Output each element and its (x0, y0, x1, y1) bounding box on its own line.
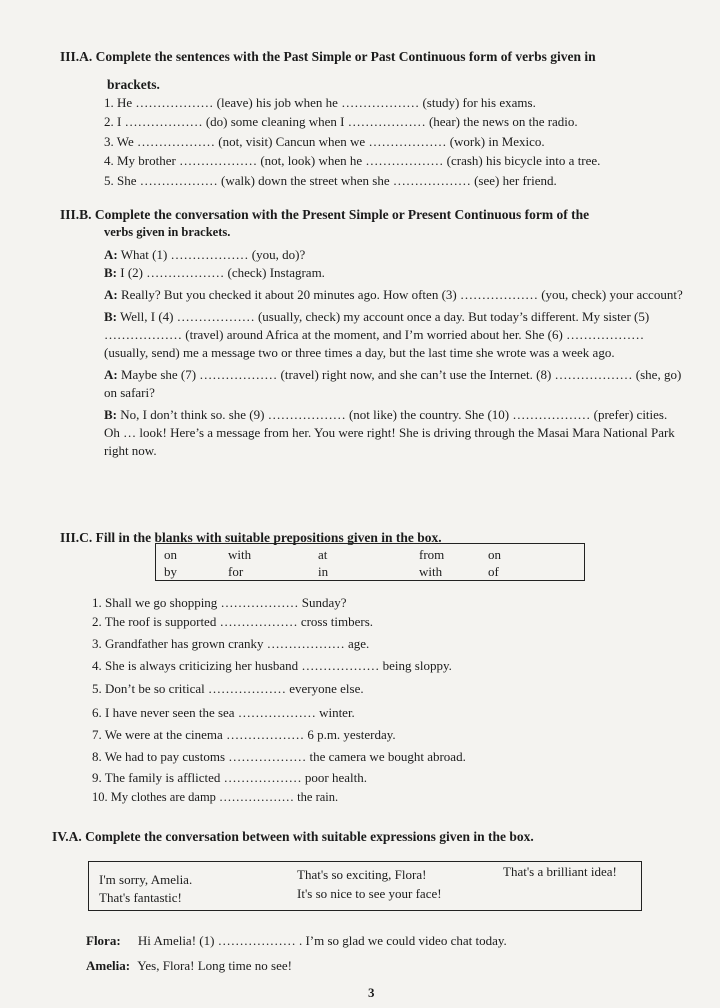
word-box-item: in (318, 564, 329, 579)
dialogue-line (86, 932, 507, 949)
speaker-label: B: (104, 309, 117, 324)
section-3c-title: III.C. Fill in the blanks with suitable prepositions given in the box. (60, 530, 442, 545)
exercise-item: 6. I have never seen the sea ……………… winter. (92, 705, 355, 720)
dialogue-line (104, 246, 686, 264)
word-box-item: I'm sorry, Amelia. (99, 872, 193, 887)
word-box-item: by (164, 564, 177, 579)
word-box-item: of (488, 564, 499, 579)
dialogue-line (104, 264, 686, 282)
dialogue-line (104, 406, 686, 460)
exercise-item: 5. Don’t be so critical ……………… everyone else. (92, 681, 364, 696)
exercise-item: 9. The family is afflicted ……………… poor health. (92, 770, 367, 785)
prepositions-box (155, 543, 585, 581)
speaker-label: A: (104, 247, 118, 262)
exercise-item: 2. The roof is supported ……………… cross timbers. (92, 614, 374, 629)
dialogue-text: Well, I (4) ……………… (usually, check) my account once a day. But today’s different. My sister (5) ……………… (travel) around Africa at the moment, and I’m worried about her. She (6) ……………… (usually, send) me a message two or three times a day, but the last time she wrote was a week ago. (104, 309, 650, 360)
speaker-label: A: (104, 367, 118, 382)
speaker-label: A: (104, 287, 118, 302)
section-3b-title-cont: verbs given in brackets. (104, 225, 231, 239)
speaker-label: B: (104, 265, 117, 280)
word-box-item: That's so exciting, Flora! (297, 867, 427, 882)
dialogue-line (104, 308, 686, 362)
word-box-item: on (164, 547, 177, 562)
dialogue-text: I (2) ……………… (check) Instagram. (120, 265, 325, 280)
word-box-item: from (419, 547, 445, 562)
exercise-item: 1. Shall we go shopping ……………… Sunday? (92, 595, 347, 610)
word-box-item: with (228, 547, 252, 562)
dialogue-text: Yes, Flora! Long time no see! (137, 958, 292, 973)
dialogue-text: No, I don’t think so. she (9) ……………… (not like) the country. She (10) ……………… (prefer) cities. Oh … look! Here’s a message from her. You were right! She is driving through the Masai Mara National Park right now. (104, 407, 675, 458)
exercise-item: 3. We ……………… (not, visit) Cancun when we ……………… (work) in Mexico. (104, 134, 545, 149)
exercise-item: 4. My brother ……………… (not, look) when he ……………… (crash) his bicycle into a tree. (104, 153, 601, 168)
section-4a-title: IV.A. Complete the conversation between with suitable expressions given in the box. (52, 829, 534, 844)
dialogue-text: Maybe she (7) ……………… (travel) right now, and she can’t use the Internet. (8) ……………… (she, go) on safari? (104, 367, 682, 400)
section-3a-title: III.A. Complete the sentences with the Past Simple or Past Continuous form of verbs given in (60, 49, 596, 64)
exercise-item: 2. I ……………… (do) some cleaning when I ……………… (hear) the news on the radio. (104, 114, 578, 129)
speaker-label: B: (104, 407, 117, 422)
exercise-item: 4. She is always criticizing her husband ……………… being sloppy. (92, 658, 452, 673)
dialogue-line (86, 957, 292, 974)
word-box-item: with (419, 564, 443, 579)
expressions-box (88, 861, 642, 911)
dialogue-line (104, 366, 686, 402)
section-3b-title: III.B. Complete the conversation with the Present Simple or Present Continuous form of the (60, 207, 590, 222)
word-box-item: That's fantastic! (99, 890, 182, 905)
word-box-item: for (228, 564, 244, 579)
exercise-item: 10. My clothes are damp ……………… the rain. (92, 790, 339, 804)
word-box-item: on (488, 547, 501, 562)
dialogue-text: Hi Amelia! (1) ……………… . I’m so glad we could video chat today. (137, 933, 507, 948)
speaker-label: Flora: (86, 933, 121, 948)
exercise-item: 1. He ……………… (leave) his job when he ……………… (study) for his exams. (104, 95, 536, 110)
exercise-item: 3. Grandfather has grown cranky ……………… age. (92, 636, 370, 651)
speaker-label: Amelia: (86, 958, 131, 973)
dialogue-text: Really? But you checked it about 20 minutes ago. How often (3) ……………… (you, check) your account? (120, 287, 683, 302)
exercise-item: 8. We had to pay customs ……………… the camera we bought abroad. (92, 749, 466, 764)
page-number: 3 (368, 985, 375, 1000)
exercise-item: 7. We were at the cinema ……………… 6 p.m. yesterday. (92, 727, 396, 742)
section-3a-title-cont: brackets. (107, 77, 160, 92)
dialogue-line (104, 286, 686, 304)
word-box-item: It's so nice to see your face! (297, 886, 442, 901)
exercise-item: 5. She ……………… (walk) down the street when she ……………… (see) her friend. (104, 173, 557, 188)
word-box-item: That's a brilliant idea! (503, 864, 617, 879)
word-box-item: at (318, 547, 328, 562)
conversation (104, 246, 686, 460)
dialogue-text: What (1) ……………… (you, do)? (120, 247, 306, 262)
